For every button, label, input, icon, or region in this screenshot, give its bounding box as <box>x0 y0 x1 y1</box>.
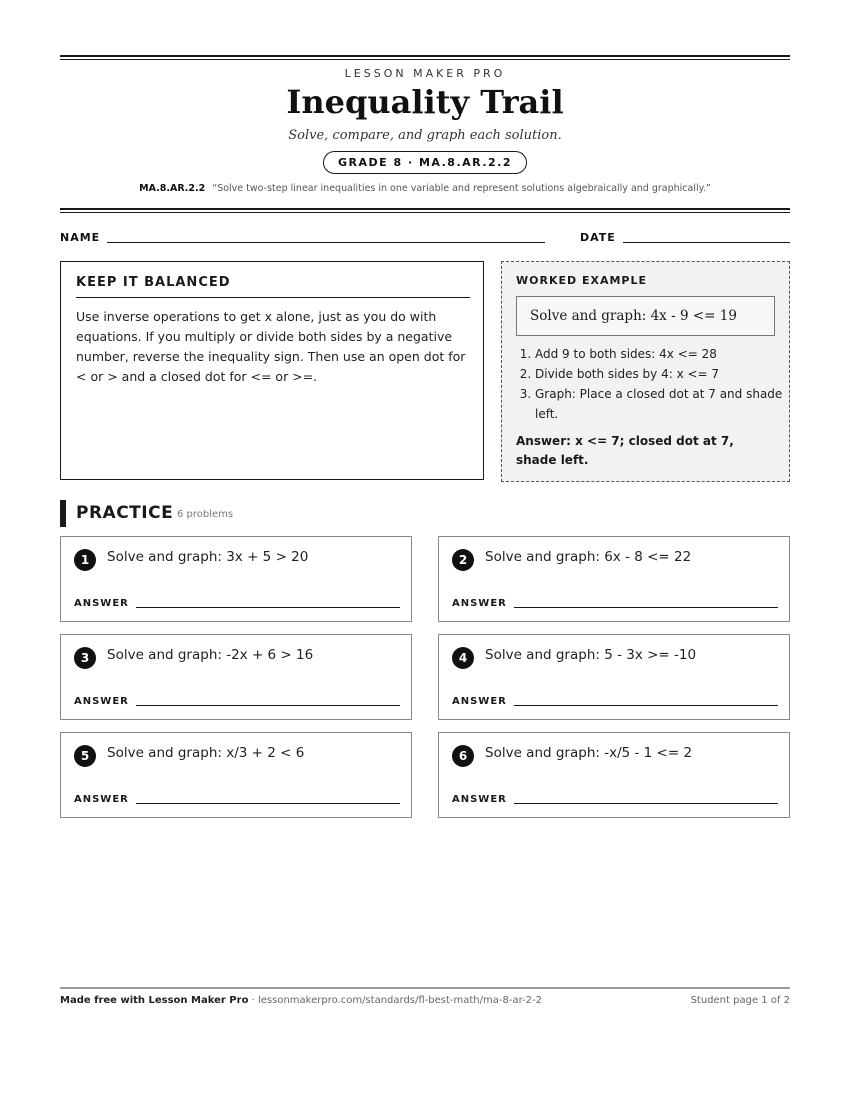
problem-text: Solve and graph: -2x + 6 > 16 <box>107 647 314 663</box>
answer-label: ANSWER <box>74 794 129 805</box>
worked-example-box <box>501 261 790 482</box>
problem-text: Solve and graph: 3x + 5 > 20 <box>107 549 309 565</box>
problem-text: Solve and graph: x/3 + 2 < 6 <box>107 745 305 761</box>
page-title: Inequality Trail <box>286 83 564 121</box>
practice-card <box>438 634 790 720</box>
answer-field[interactable] <box>514 607 778 608</box>
footer-page-number: Student page 1 of 2 <box>690 995 790 1006</box>
problem-number-badge: 2 <box>452 549 474 571</box>
grade-pill: GRADE 8 · MA.8.AR.2.2 <box>323 151 527 174</box>
header-top-rule <box>60 55 790 60</box>
page-subtitle: Solve, compare, and graph each solution. <box>288 128 562 143</box>
keep-it-balanced-box <box>60 261 484 480</box>
practice-card <box>438 732 790 818</box>
problem-number-badge: 1 <box>74 549 96 571</box>
standard-statement <box>60 183 790 194</box>
practice-heading: PRACTICE <box>76 503 174 523</box>
brand-name: LESSON MAKER PRO <box>344 67 506 80</box>
answer-label: ANSWER <box>452 696 507 707</box>
worksheet-page <box>60 0 790 1100</box>
worked-example-label: WORKED EXAMPLE <box>516 274 647 287</box>
practice-accent-bar <box>60 500 66 527</box>
answer-label: ANSWER <box>74 598 129 609</box>
problem-number-badge: 5 <box>74 745 96 767</box>
answer-label: ANSWER <box>74 696 129 707</box>
answer-field[interactable] <box>136 803 400 804</box>
practice-card <box>60 732 412 818</box>
answer-field[interactable] <box>514 803 778 804</box>
worked-step: 1. Add 9 to both sides: 4x <= 28 <box>535 344 793 364</box>
answer-field[interactable] <box>136 705 400 706</box>
footer-credit <box>60 995 542 1006</box>
grade-pill-wrap <box>60 151 790 174</box>
practice-card <box>60 536 412 622</box>
problem-text: Solve and graph: 5 - 3x >= -10 <box>485 647 697 663</box>
answer-field[interactable] <box>514 705 778 706</box>
worked-step: 3. Graph: Place a closed dot at 7 and shade left. <box>535 384 793 424</box>
practice-card <box>438 536 790 622</box>
problem-text: Solve and graph: -x/5 - 1 <= 2 <box>485 745 693 761</box>
date-field[interactable] <box>623 242 790 243</box>
problem-text: Solve and graph: 6x - 8 <= 22 <box>485 549 692 565</box>
balanced-heading: KEEP IT BALANCED <box>76 275 470 298</box>
practice-count: 6 problems <box>177 509 234 520</box>
worked-example-answer: Answer: x <= 7; closed dot at 7, shade left. <box>516 434 734 467</box>
problem-number-badge: 4 <box>452 647 474 669</box>
worked-example-steps <box>516 344 793 424</box>
answer-label: ANSWER <box>452 794 507 805</box>
footer-url[interactable]: · lessonmakerpro.com/standards/fl-best-math/ma-8-ar-2-2 <box>248 995 543 1006</box>
problem-number-badge: 3 <box>74 647 96 669</box>
balanced-body: Use inverse operations to get x alone, just as you do with equations. If you multiply or divide both sides by a negative number, reverse the inequality sign. Then use an open dot for < or > and a closed dot for <= or >=. <box>76 309 466 384</box>
worked-example-problem: Solve and graph: 4x - 9 <= 19 <box>516 296 775 336</box>
answer-field[interactable] <box>136 607 400 608</box>
answer-label: ANSWER <box>452 598 507 609</box>
problem-number-badge: 6 <box>452 745 474 767</box>
standard-code: MA.8.AR.2.2 <box>139 183 206 194</box>
worked-step: 2. Divide both sides by 4: x <= 7 <box>535 364 793 384</box>
name-field[interactable] <box>107 242 545 243</box>
date-label: DATE <box>580 231 616 244</box>
standard-text: “Solve two-step linear inequalities in one variable and represent solutions algebraically and graphically.” <box>212 183 711 194</box>
name-label: NAME <box>60 231 101 244</box>
practice-card <box>60 634 412 720</box>
footer-rule <box>60 987 790 989</box>
header-bottom-rule <box>60 208 790 213</box>
footer-made-with: Made free with Lesson Maker Pro <box>60 995 249 1006</box>
